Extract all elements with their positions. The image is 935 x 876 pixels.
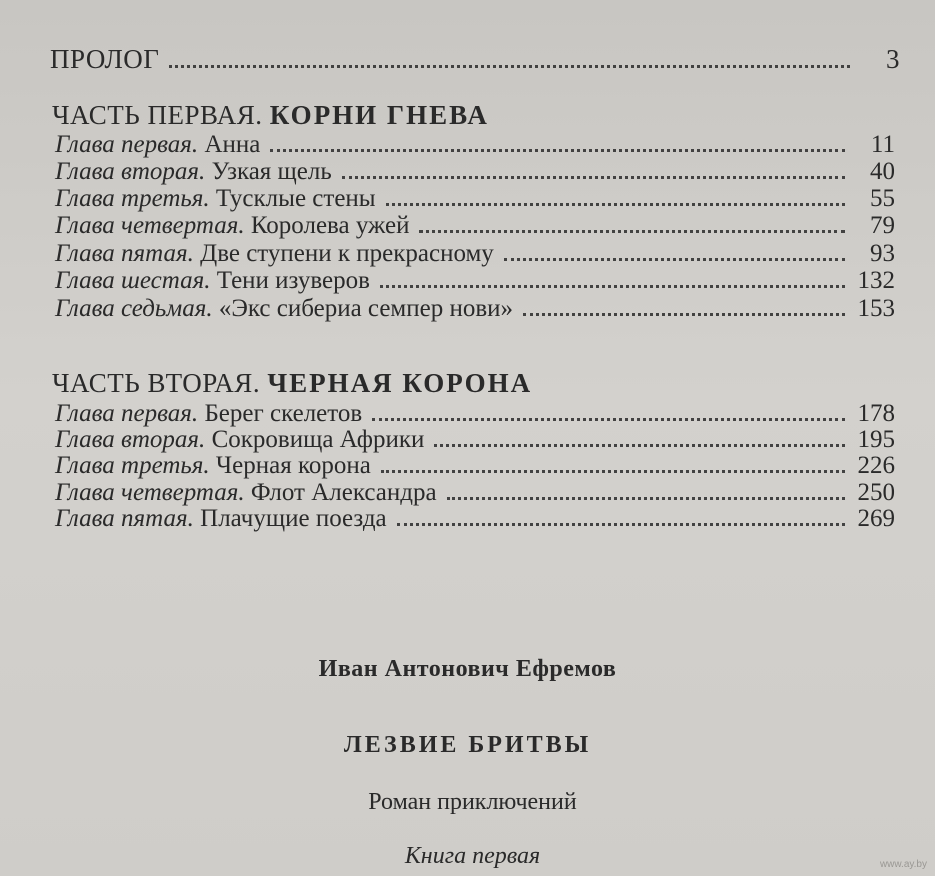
toc-prolog — [50, 44, 900, 75]
dot-leader — [523, 312, 845, 316]
watermark-text: www.ay.by — [879, 859, 927, 870]
dot-leader — [419, 229, 845, 233]
chapter-page-number: 250 — [857, 479, 895, 506]
book-title: ЛЕЗВИЕ БРИТВЫ — [343, 732, 592, 758]
book-volume: Книга первая — [404, 843, 541, 869]
toc-chapter-2-1 — [55, 400, 895, 427]
chapter-label: Глава пятая. — [55, 505, 194, 532]
chapter-title: Анна — [204, 131, 261, 158]
dot-leader — [169, 64, 850, 68]
chapter-label: Глава четвертая. — [55, 212, 245, 239]
chapter-page-number: 93 — [870, 240, 895, 267]
part-one-heading — [52, 100, 489, 131]
toc-chapter-1-1 — [55, 131, 895, 158]
chapter-title: Тусклые стены — [215, 185, 376, 212]
chapter-page-number: 132 — [857, 267, 895, 294]
dot-leader — [447, 496, 845, 500]
toc-chapter-1-5 — [55, 240, 895, 267]
part-two-title: ЧЕРНАЯ КОРОНА — [267, 368, 533, 398]
chapter-title: Плачущие поезда — [200, 505, 387, 532]
chapter-title: Черная корона — [215, 452, 371, 479]
chapter-label: Глава шестая. — [55, 267, 211, 294]
chapter-label: Глава первая. — [55, 131, 199, 158]
part-two-prefix: ЧАСТЬ ВТОРАЯ. — [52, 368, 261, 398]
toc-chapter-1-7 — [55, 295, 895, 322]
chapter-label: Глава пятая. — [55, 240, 194, 267]
chapter-page-number: 195 — [857, 426, 895, 453]
dot-leader — [397, 522, 845, 526]
chapter-label: Глава четвертая. — [55, 479, 245, 506]
dot-leader — [434, 443, 845, 447]
dot-leader — [372, 417, 845, 421]
chapter-title: Сокровища Африки — [211, 426, 425, 453]
chapter-label: Глава вторая. — [55, 158, 206, 185]
toc-chapter-1-3 — [55, 185, 895, 212]
chapter-page-number: 11 — [870, 131, 895, 158]
toc-chapter-2-2 — [55, 426, 895, 453]
part-two-heading — [52, 368, 532, 399]
dot-leader — [342, 175, 845, 179]
toc-chapter-2-4 — [55, 479, 895, 506]
toc-chapter-1-6 — [55, 267, 895, 294]
dot-leader — [381, 469, 845, 473]
toc-chapter-2-5 — [55, 505, 895, 532]
dot-leader — [270, 148, 845, 152]
chapter-page-number: 226 — [857, 452, 895, 479]
chapter-label: Глава третья. — [55, 452, 210, 479]
author-name: Иван Антонович Ефремов — [318, 656, 617, 682]
part-one-title: КОРНИ ГНЕВА — [269, 100, 489, 130]
dot-leader — [380, 284, 845, 288]
chapter-title: «Экс сибериа семпер нови» — [218, 295, 514, 322]
chapter-page-number: 178 — [857, 400, 895, 427]
dot-leader — [504, 257, 845, 261]
chapter-label: Глава вторая. — [55, 426, 206, 453]
toc-chapter-2-3 — [55, 452, 895, 479]
toc-chapter-1-2 — [55, 158, 895, 185]
chapter-title: Королева ужей — [250, 212, 410, 239]
toc-chapter-1-4 — [55, 212, 895, 239]
book-genre: Роман приключений — [368, 789, 577, 815]
prolog-label: ПРОЛОГ — [50, 44, 160, 74]
chapter-page-number: 79 — [870, 212, 895, 239]
dot-leader — [386, 202, 845, 206]
chapter-page-number: 40 — [870, 158, 895, 185]
chapter-title: Две ступени к прекрасному — [200, 240, 494, 267]
chapter-label: Глава седьмая. — [55, 295, 213, 322]
chapter-page-number: 153 — [857, 295, 895, 322]
chapter-title: Узкая щель — [211, 158, 332, 185]
prolog-page-number: 3 — [886, 44, 900, 74]
chapter-label: Глава первая. — [55, 400, 199, 427]
part-one-prefix: ЧАСТЬ ПЕРВАЯ. — [52, 100, 263, 130]
chapter-title: Берег скелетов — [204, 400, 363, 427]
chapter-page-number: 55 — [870, 185, 895, 212]
chapter-title: Флот Александра — [250, 479, 437, 506]
chapter-title: Тени изуверов — [216, 267, 370, 294]
chapter-page-number: 269 — [857, 505, 895, 532]
chapter-label: Глава третья. — [55, 185, 210, 212]
